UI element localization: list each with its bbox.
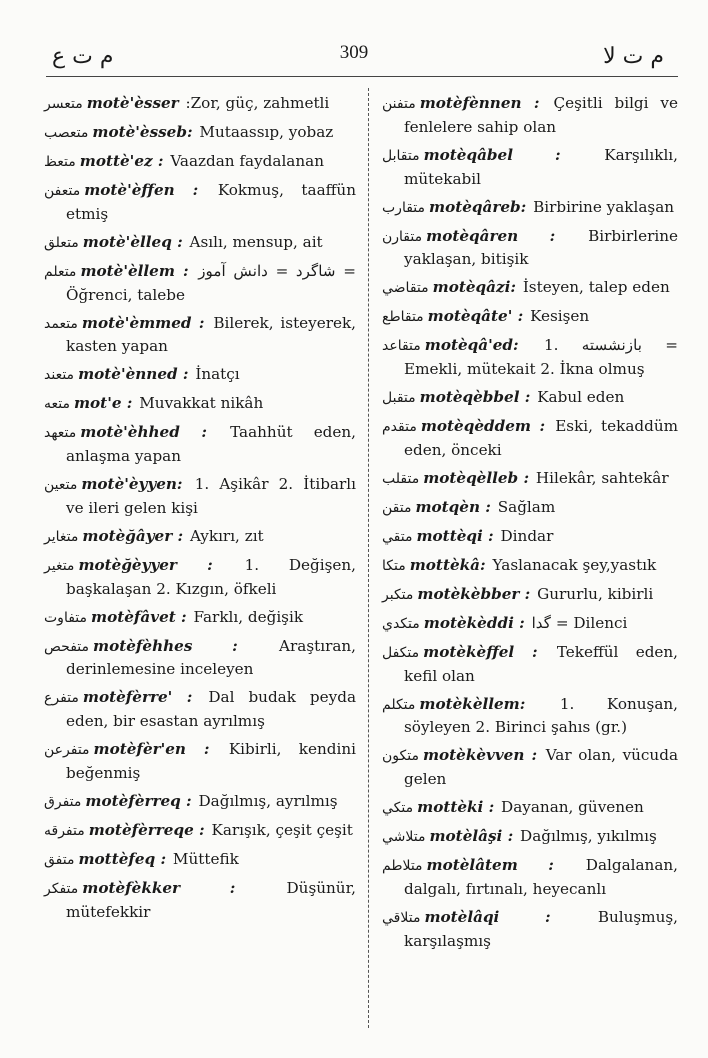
entry-headword: motèqèbbel : [419, 388, 531, 407]
dictionary-entry [382, 305, 678, 329]
dictionary-entry [382, 386, 678, 410]
entry-headword: motèqâbel : [423, 145, 561, 164]
entry-definition: Bilerek, isteyerek, kasten yapan [66, 313, 357, 356]
entry-definition: شاگرد = دانش آموز = Öğrenci, talebe [66, 261, 357, 304]
column-divider [368, 88, 369, 1028]
entry-definition: Muvakkat nikâh [139, 394, 264, 413]
entry-headword: motè'èmmed : [81, 313, 205, 332]
dictionary-entry [44, 554, 356, 601]
dictionary-entry [44, 312, 356, 359]
entry-headword: motè'èlleq : [82, 232, 183, 251]
entry-headword: mottè'ez : [79, 151, 164, 170]
dictionary-entry [44, 473, 356, 520]
entry-arabic: متقارب [382, 199, 426, 216]
entry-definition: Vaazdan faydalanan [170, 151, 324, 170]
entry-arabic: متعمد [44, 315, 78, 332]
entry-definition: 1. بازنشسته = Emekli, mütekait 2. İkna olmuş [404, 336, 678, 379]
entry-arabic: متعفن [44, 182, 81, 199]
left-column [44, 92, 356, 929]
entry-definition: Dağılmış, ayrılmış [198, 791, 338, 810]
entry-definition: Buluşmuş, karşılaşmış [404, 907, 678, 950]
page-number: 309 [339, 42, 369, 63]
entry-arabic: متقبل [382, 390, 416, 407]
entry-arabic: متلاقي [382, 909, 421, 926]
dictionary-entry [382, 225, 678, 272]
dictionary-entry [44, 606, 356, 630]
dictionary-entry [44, 92, 356, 116]
dictionary-entry [44, 525, 356, 549]
entry-definition: Düşünür, mütefekkir [66, 878, 356, 921]
dictionary-entry [382, 92, 678, 139]
entry-arabic: متفرع [44, 690, 79, 707]
entry-arabic: متقارن [382, 228, 423, 245]
entry-headword: motèlâtem : [426, 856, 554, 875]
entry-headword: motè'ènned : [78, 365, 189, 384]
dictionary-entry [382, 144, 678, 191]
entry-arabic: متقابل [382, 147, 420, 164]
entry-headword: motè'èsseb: [92, 122, 193, 141]
entry-headword: motèğâyer : [82, 526, 184, 545]
entry-headword: mottèfeq : [78, 849, 167, 868]
entry-headword: motè'èsser [86, 94, 179, 112]
entry-definition: :Zor, güç, zahmetli [185, 94, 330, 112]
entry-definition: 1. Değişen, başkalaşan 2. Kızgın, öfkeli [66, 555, 356, 598]
entry-headword: motèfèrreq : [85, 791, 192, 810]
entry-headword: motèkèvven : [422, 746, 538, 765]
entry-arabic: متكون [382, 748, 419, 765]
entry-definition: Tekeffül eden, kefil olan [404, 642, 679, 685]
dictionary-entry [44, 150, 356, 174]
header-letters-left: م ت ع [52, 44, 114, 69]
entry-definition: Taahhüt eden, anlaşma yapan [66, 423, 356, 466]
entry-definition: Kesişen [530, 307, 590, 326]
entry-arabic: متعظ [44, 153, 76, 170]
entry-arabic: متكلم [382, 696, 416, 713]
dictionary-entry [382, 693, 678, 740]
entry-definition: Dalgalanan, dalgalı, fırtınalı, heyecanlı [404, 856, 678, 898]
entry-definition: Sağlam [497, 497, 556, 516]
entry-headword: motèfèrreqe : [88, 820, 205, 839]
entry-headword: motè'èffen : [84, 180, 199, 199]
dictionary-entry [44, 363, 356, 387]
page-header [0, 38, 708, 88]
dictionary-entry [44, 392, 356, 416]
entry-arabic: متفق [44, 851, 75, 868]
entry-arabic: متغير [44, 557, 75, 574]
entry-arabic: متعلم [44, 263, 77, 280]
entry-definition: Yaslanacak şey,yastık [492, 555, 657, 574]
entry-headword: motè'èhhed : [80, 423, 207, 442]
entry-headword: motèfèrre' : [82, 688, 193, 707]
header-letters-right: م ت لا [603, 44, 664, 69]
entry-arabic: متعهد [44, 425, 77, 442]
entry-definition: Kabul eden [537, 388, 625, 407]
entry-definition: Araştıran, derinlemesine inceleyen [66, 636, 356, 679]
entry-arabic: متعين [44, 477, 78, 494]
dictionary-entry [382, 525, 678, 549]
entry-definition: Dal budak peyda eden, bir esastan ayrılmış [66, 688, 356, 731]
entry-headword: motèqâzi: [432, 278, 516, 297]
entry-definition: İsteyen, talep eden [522, 278, 670, 297]
entry-headword: motèkèllem: [419, 694, 526, 713]
entry-arabic: متقي [382, 528, 413, 545]
entry-headword: motè'èllem : [80, 261, 189, 280]
dictionary-entry [44, 421, 356, 468]
entry-definition: Karşılıklı, mütekabil [404, 145, 678, 188]
entry-headword: motèkèbber : [417, 584, 531, 603]
dictionary-entry [44, 738, 356, 785]
entry-definition: Müttefik [172, 849, 239, 868]
entry-headword: motèğèyyer : [78, 555, 213, 574]
entry-definition: Farklı, değişik [193, 607, 304, 626]
entry-headword: motèlâqi : [424, 907, 551, 926]
entry-arabic: متقاضي [382, 280, 429, 297]
entry-headword: mot'e : [73, 394, 133, 413]
entry-definition: Asılı, mensup, ait [189, 232, 323, 251]
entry-arabic: متفنن [382, 96, 416, 112]
entry-headword: mottèki : [417, 798, 495, 817]
entry-definition: Dağılmış, yıkılmış [520, 827, 657, 846]
entry-definition: Çeşitli bilgi ve fenlelere sahip olan [404, 94, 678, 136]
entry-definition: Eski, tekaddüm eden, önceki [404, 417, 679, 459]
dictionary-entry [44, 819, 356, 843]
dictionary-entry [44, 635, 356, 682]
entry-arabic: متفرقه [44, 822, 85, 839]
entry-arabic: متكفل [382, 644, 420, 661]
entry-headword: motèfâvet : [91, 607, 187, 626]
entry-definition: Mutaassıp, yobaz [199, 122, 334, 141]
dictionary-entry [44, 121, 356, 145]
dictionary-entry [44, 260, 356, 307]
entry-arabic: متعند [44, 367, 75, 384]
dictionary-entry [382, 854, 678, 901]
dictionary-entry [382, 796, 678, 820]
dictionary-entry [382, 196, 678, 220]
dictionary-entry [382, 641, 678, 688]
dictionary-entry [382, 825, 678, 849]
entry-headword: motèqâren : [426, 226, 556, 245]
entry-definition: Aykırı, zıt [189, 526, 264, 545]
entry-arabic: متفكر [44, 880, 79, 897]
entry-headword: motèkèffel : [423, 642, 538, 661]
entry-arabic: متلاشي [382, 829, 426, 846]
entry-headword: motèqâreb: [429, 197, 527, 216]
entry-definition: Dindar [500, 526, 554, 545]
dictionary-entry [382, 276, 678, 300]
dictionary-entry [382, 906, 678, 953]
dictionary-entry [382, 583, 678, 607]
entry-arabic: متغاير [44, 528, 79, 545]
entry-arabic: متعصب [44, 124, 89, 141]
entry-arabic: متكدي [382, 615, 420, 632]
right-column [382, 92, 678, 958]
entry-definition: گدا = Dilenci [531, 613, 628, 632]
entry-headword: motqèn : [415, 497, 491, 516]
entry-arabic: متفرق [44, 793, 82, 810]
entry-arabic: متقاعد [382, 338, 421, 355]
entry-arabic: متقاطع [382, 309, 424, 326]
dictionary-entry [44, 848, 356, 872]
entry-arabic: متكبر [382, 586, 414, 603]
entry-definition: İnatçı [195, 365, 240, 384]
entry-headword: motèqèlleb : [423, 468, 530, 487]
entry-definition: 1. Aşikâr 2. İtibarlı ve ileri gelen kişi [66, 475, 357, 517]
entry-arabic: متكا [382, 557, 406, 574]
dictionary-entry [44, 686, 356, 733]
entry-arabic: متفرعن [44, 742, 90, 759]
entry-headword: motèqâ'ed: [424, 336, 519, 355]
entry-arabic: متقلب [382, 470, 420, 487]
entry-headword: motèkèddi : [423, 613, 525, 632]
entry-arabic: متعه [44, 396, 70, 413]
entry-headword: motèfèkker : [82, 878, 236, 897]
dictionary-entry [382, 415, 678, 462]
entry-arabic: متفاوت [44, 609, 88, 626]
dictionary-entry [382, 334, 678, 381]
header-rule [46, 76, 678, 77]
dictionary-entry [382, 496, 678, 520]
entry-headword: motèlâşi : [429, 827, 514, 846]
entry-arabic: متقن [382, 499, 412, 516]
dictionary-entry [44, 179, 356, 226]
entry-headword: mottèqi : [416, 526, 494, 545]
entry-arabic: متفحص [44, 638, 89, 655]
entry-headword: motèfèr'en : [93, 740, 210, 759]
entry-definition: Kibirli, kendini beğenmiş [66, 740, 356, 782]
entry-definition: Birbirlerine yaklaşan, bitişik [404, 226, 678, 269]
dictionary-entry [382, 554, 678, 578]
dictionary-entry [44, 877, 356, 924]
entry-headword: motè'èyyen: [81, 475, 183, 494]
entry-definition: Gururlu, kibirli [537, 584, 654, 603]
entry-definition: Dayanan, güvenen [501, 798, 644, 817]
dictionary-entry [382, 467, 678, 491]
entry-headword: motèfènnen : [419, 94, 540, 112]
dictionary-entry [44, 231, 356, 255]
entry-headword: motèfèhhes : [93, 636, 238, 655]
entry-definition: Hilekâr, sahtekâr [535, 468, 669, 487]
entry-arabic: متكي [382, 800, 414, 817]
entry-definition: Birbirine yaklaşan [533, 197, 675, 216]
entry-definition: Var olan, vücuda gelen [404, 746, 678, 789]
entry-definition: 1. Konuşan, söyleyen 2. Birinci şahıs (gr.) [404, 694, 678, 737]
entry-arabic: متلاطم [382, 858, 423, 875]
entry-arabic: متقدم [382, 419, 417, 436]
entry-definition: Karışık, çeşit çeşit [211, 820, 353, 839]
entry-headword: motèqâte' : [427, 307, 524, 326]
dictionary-entry [382, 744, 678, 791]
entry-headword: mottèkâ: [409, 555, 486, 574]
dictionary-entry [382, 612, 678, 636]
entry-definition: Kokmuş, taaffün etmiş [66, 180, 356, 223]
entry-headword: motèqèddem : [420, 417, 546, 436]
entry-arabic: متعسر [44, 96, 83, 112]
dictionary-entry [44, 790, 356, 814]
entry-arabic: متعلق [44, 234, 79, 251]
